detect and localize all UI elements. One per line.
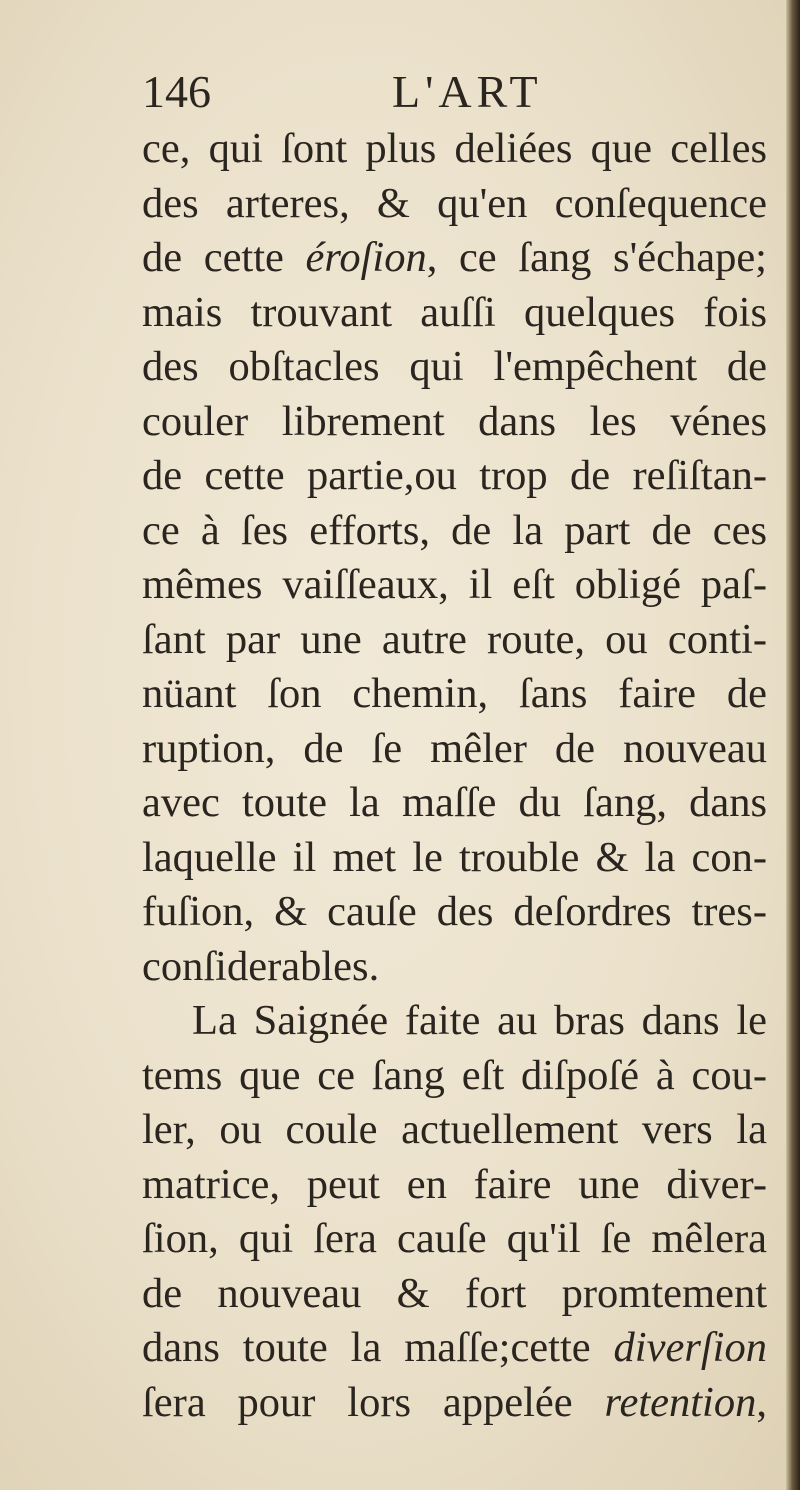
text-line: des obſtacles qui l'empêchent de <box>142 343 767 390</box>
text-line: ler, ou coule actuellement vers la <box>142 1106 767 1153</box>
page-gutter-shadow <box>786 0 800 1490</box>
text-line: de nouveau & fort promtement <box>142 1269 767 1317</box>
paragraph-start-line: La Saignée faite au bras dans le <box>192 997 767 1044</box>
italic-term: éroſion <box>305 234 427 281</box>
text-line: matrice, peut en faire une diver- <box>142 1160 767 1208</box>
text-line: nüant ſon chemin, ſans faire de <box>142 670 767 717</box>
text-line: ſant par une autre route, ou conti- <box>142 615 767 663</box>
text-line: ce à ſes efforts, de la part de ces <box>142 506 767 554</box>
text-line: de cette partie,ou trop de reſiſtan- <box>142 452 767 499</box>
text-line: des arteres, & qu'en conſequence <box>142 179 767 227</box>
text-line: ce, qui ſont plus deliées que celles <box>142 125 767 172</box>
text-line: avec toute la maſſe du ſang, dans <box>142 779 767 826</box>
text-line: ſera pour lors appelée retention, <box>142 1378 767 1426</box>
text-line: dans toute la maſſe;cette diverſion <box>142 1324 767 1371</box>
page-number: 146 <box>142 66 211 117</box>
text-line: fuſion, & cauſe des deſordres tres- <box>142 888 767 935</box>
text-line: ruption, de ſe mêler de nouveau <box>142 724 767 772</box>
running-head-title: L'ART <box>392 66 543 117</box>
italic-term: diverſion <box>613 1324 767 1371</box>
text-line: tems que ce ſang eſt diſpoſé à cou- <box>142 1051 767 1099</box>
body-text <box>142 122 767 1430</box>
text-line: ſion, qui ſera cauſe qu'il ſe mêlera <box>142 1215 767 1262</box>
text-line: de cette éroſion, ce ſang s'échape; <box>142 234 767 281</box>
text-line: conſiderables. <box>142 942 380 990</box>
text-line: laquelle il met le trouble & la con- <box>142 833 767 881</box>
text-line: mêmes vaiſſeaux, il eſt obligé paſ- <box>142 561 767 608</box>
text-line: couler librement dans les vénes <box>142 397 767 445</box>
running-head <box>142 62 742 122</box>
italic-term: retention <box>604 1378 757 1426</box>
text-line: mais trouvant auſſi quelques fois <box>142 288 767 336</box>
